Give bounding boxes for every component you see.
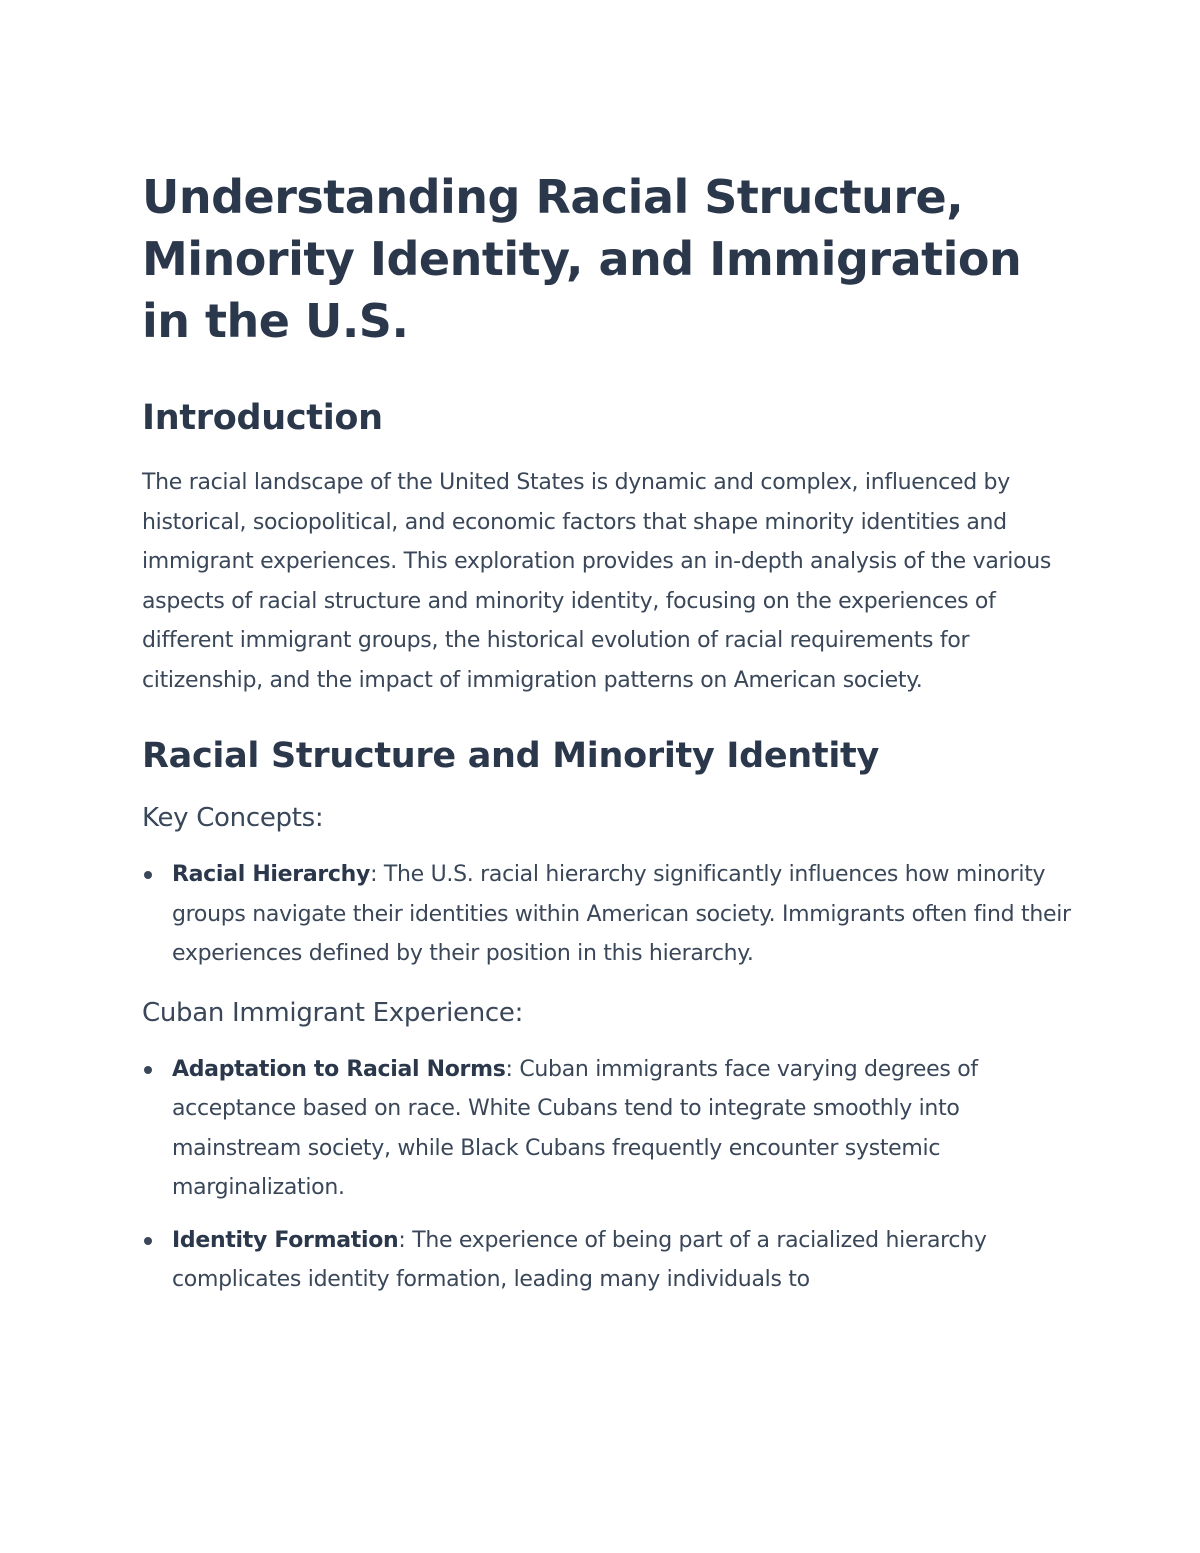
section-heading: Racial Structure and Minority Identity [142, 736, 879, 776]
list-item-term: Adaptation to Racial Norms [172, 1056, 506, 1082]
bullet-icon [144, 1237, 152, 1245]
bullet-icon [144, 1066, 152, 1074]
list-item [142, 1221, 1072, 1300]
list-item-text: : Cuban immigrants face varying degrees of acceptance based on race. White Cubans tend to integrate smoothly into mainstream society, while Black Cubans frequently encounter systemic marginalization. [172, 1056, 978, 1200]
document-page [142, 166, 1072, 1313]
cuban-experience-list [142, 1050, 1072, 1300]
list-item-text: : The U.S. racial hierarchy significantly influences how minority groups navigate their identities within American society. Immigrants often find their experiences defined by their position in this hierarchy. [172, 862, 1071, 966]
cuban-experience-heading: Cuban Immigrant Experience: [142, 997, 524, 1028]
list-item [142, 1050, 1072, 1208]
introduction-heading: Introduction [142, 398, 383, 438]
document-title: Understanding Racial Structure, Minority Identity, and Immigration in the U.S. [142, 170, 1022, 348]
list-item-term: Identity Formation [172, 1227, 399, 1253]
list-item-text: : The experience of being part of a racialized hierarchy complicates identity formation, leading many individuals to [172, 1227, 987, 1292]
bullet-icon [144, 871, 152, 879]
key-concepts-list [142, 855, 1072, 974]
introduction-paragraph: The racial landscape of the United States is dynamic and complex, influenced by historical, sociopolitical, and economic factors that shape minority identities and immigrant experiences. This exploration provides an in-depth analysis of the various aspects of racial structure and minority identity, focusing on the experiences of different immigrant groups, the historical evolution of racial requirements for citizenship, and the impact of immigration patterns on American society. [142, 470, 1052, 693]
list-item-term: Racial Hierarchy [172, 862, 371, 887]
key-concepts-heading: Key Concepts: [142, 803, 324, 833]
list-item [142, 855, 1072, 974]
